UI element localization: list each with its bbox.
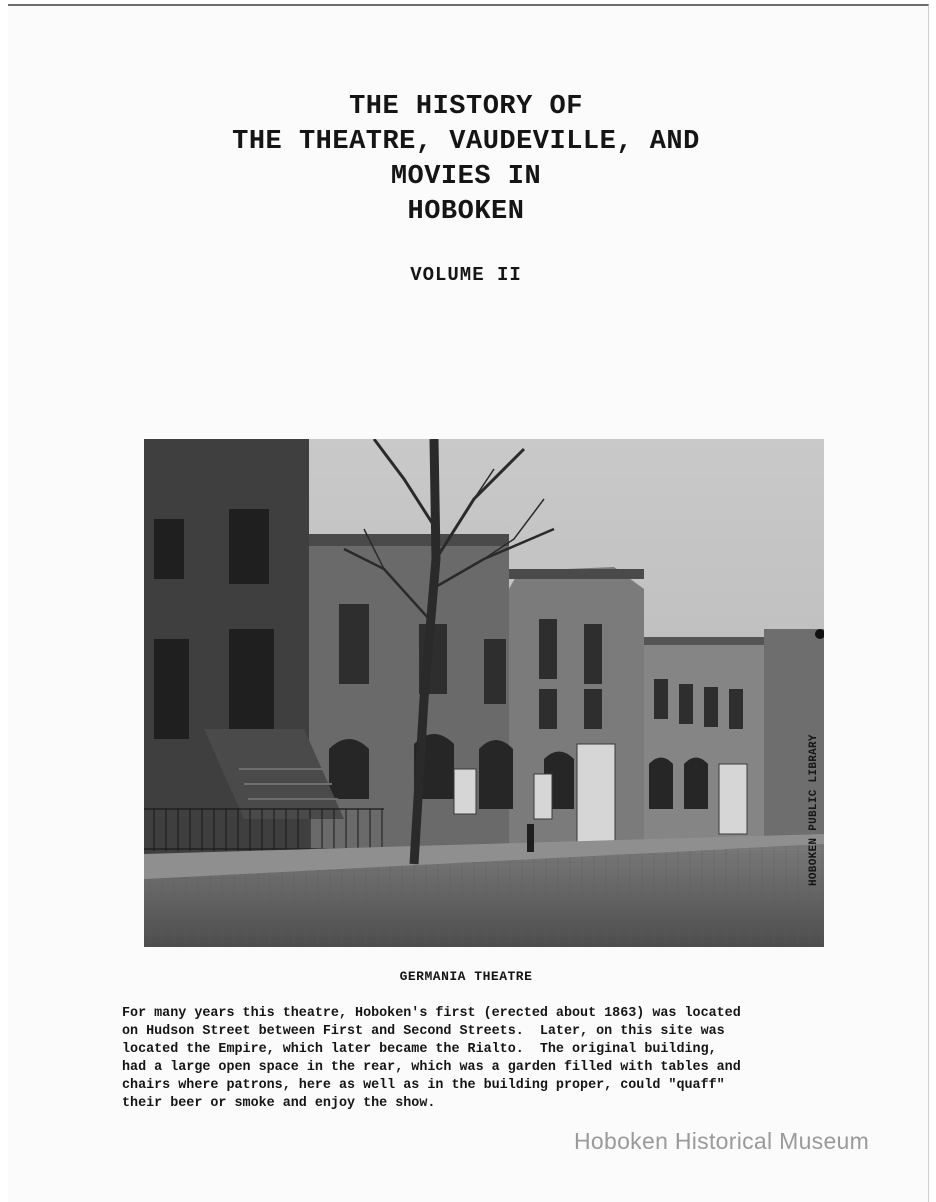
photo-credit (808, 726, 824, 886)
photo-caption: GERMANIA THEATRE (399, 969, 533, 984)
germania-theatre-photo (144, 439, 824, 947)
title-line-3: MOVIES IN (390, 162, 542, 192)
document-page (8, 4, 929, 1202)
document-title (8, 90, 924, 230)
photo-illustration (144, 439, 824, 947)
museum-watermark: Hoboken Historical Museum (574, 1128, 870, 1154)
title-line-1: THE HISTORY OF (349, 92, 583, 122)
photo-credit-text: HOBOKEN PUBLIC LIBRARY (808, 734, 820, 886)
title-line-2: THE THEATRE, VAUDEVILLE, AND (232, 127, 700, 157)
body-paragraph: For many years this theatre, Hoboken's first (erected about 1863) was located on Hudson Street between First and Second Streets. Later, on this site was located the Empire, which later became the Rialto. The original building, had a large open space in the rear, which was a garden filled with tables and chairs where patrons, here as well as in the building proper, could "quaff" their beer or smoke and enjoy the show. (122, 1006, 741, 1111)
volume-label: VOLUME II (410, 264, 522, 286)
title-line-4: HOBOKEN (407, 197, 525, 227)
